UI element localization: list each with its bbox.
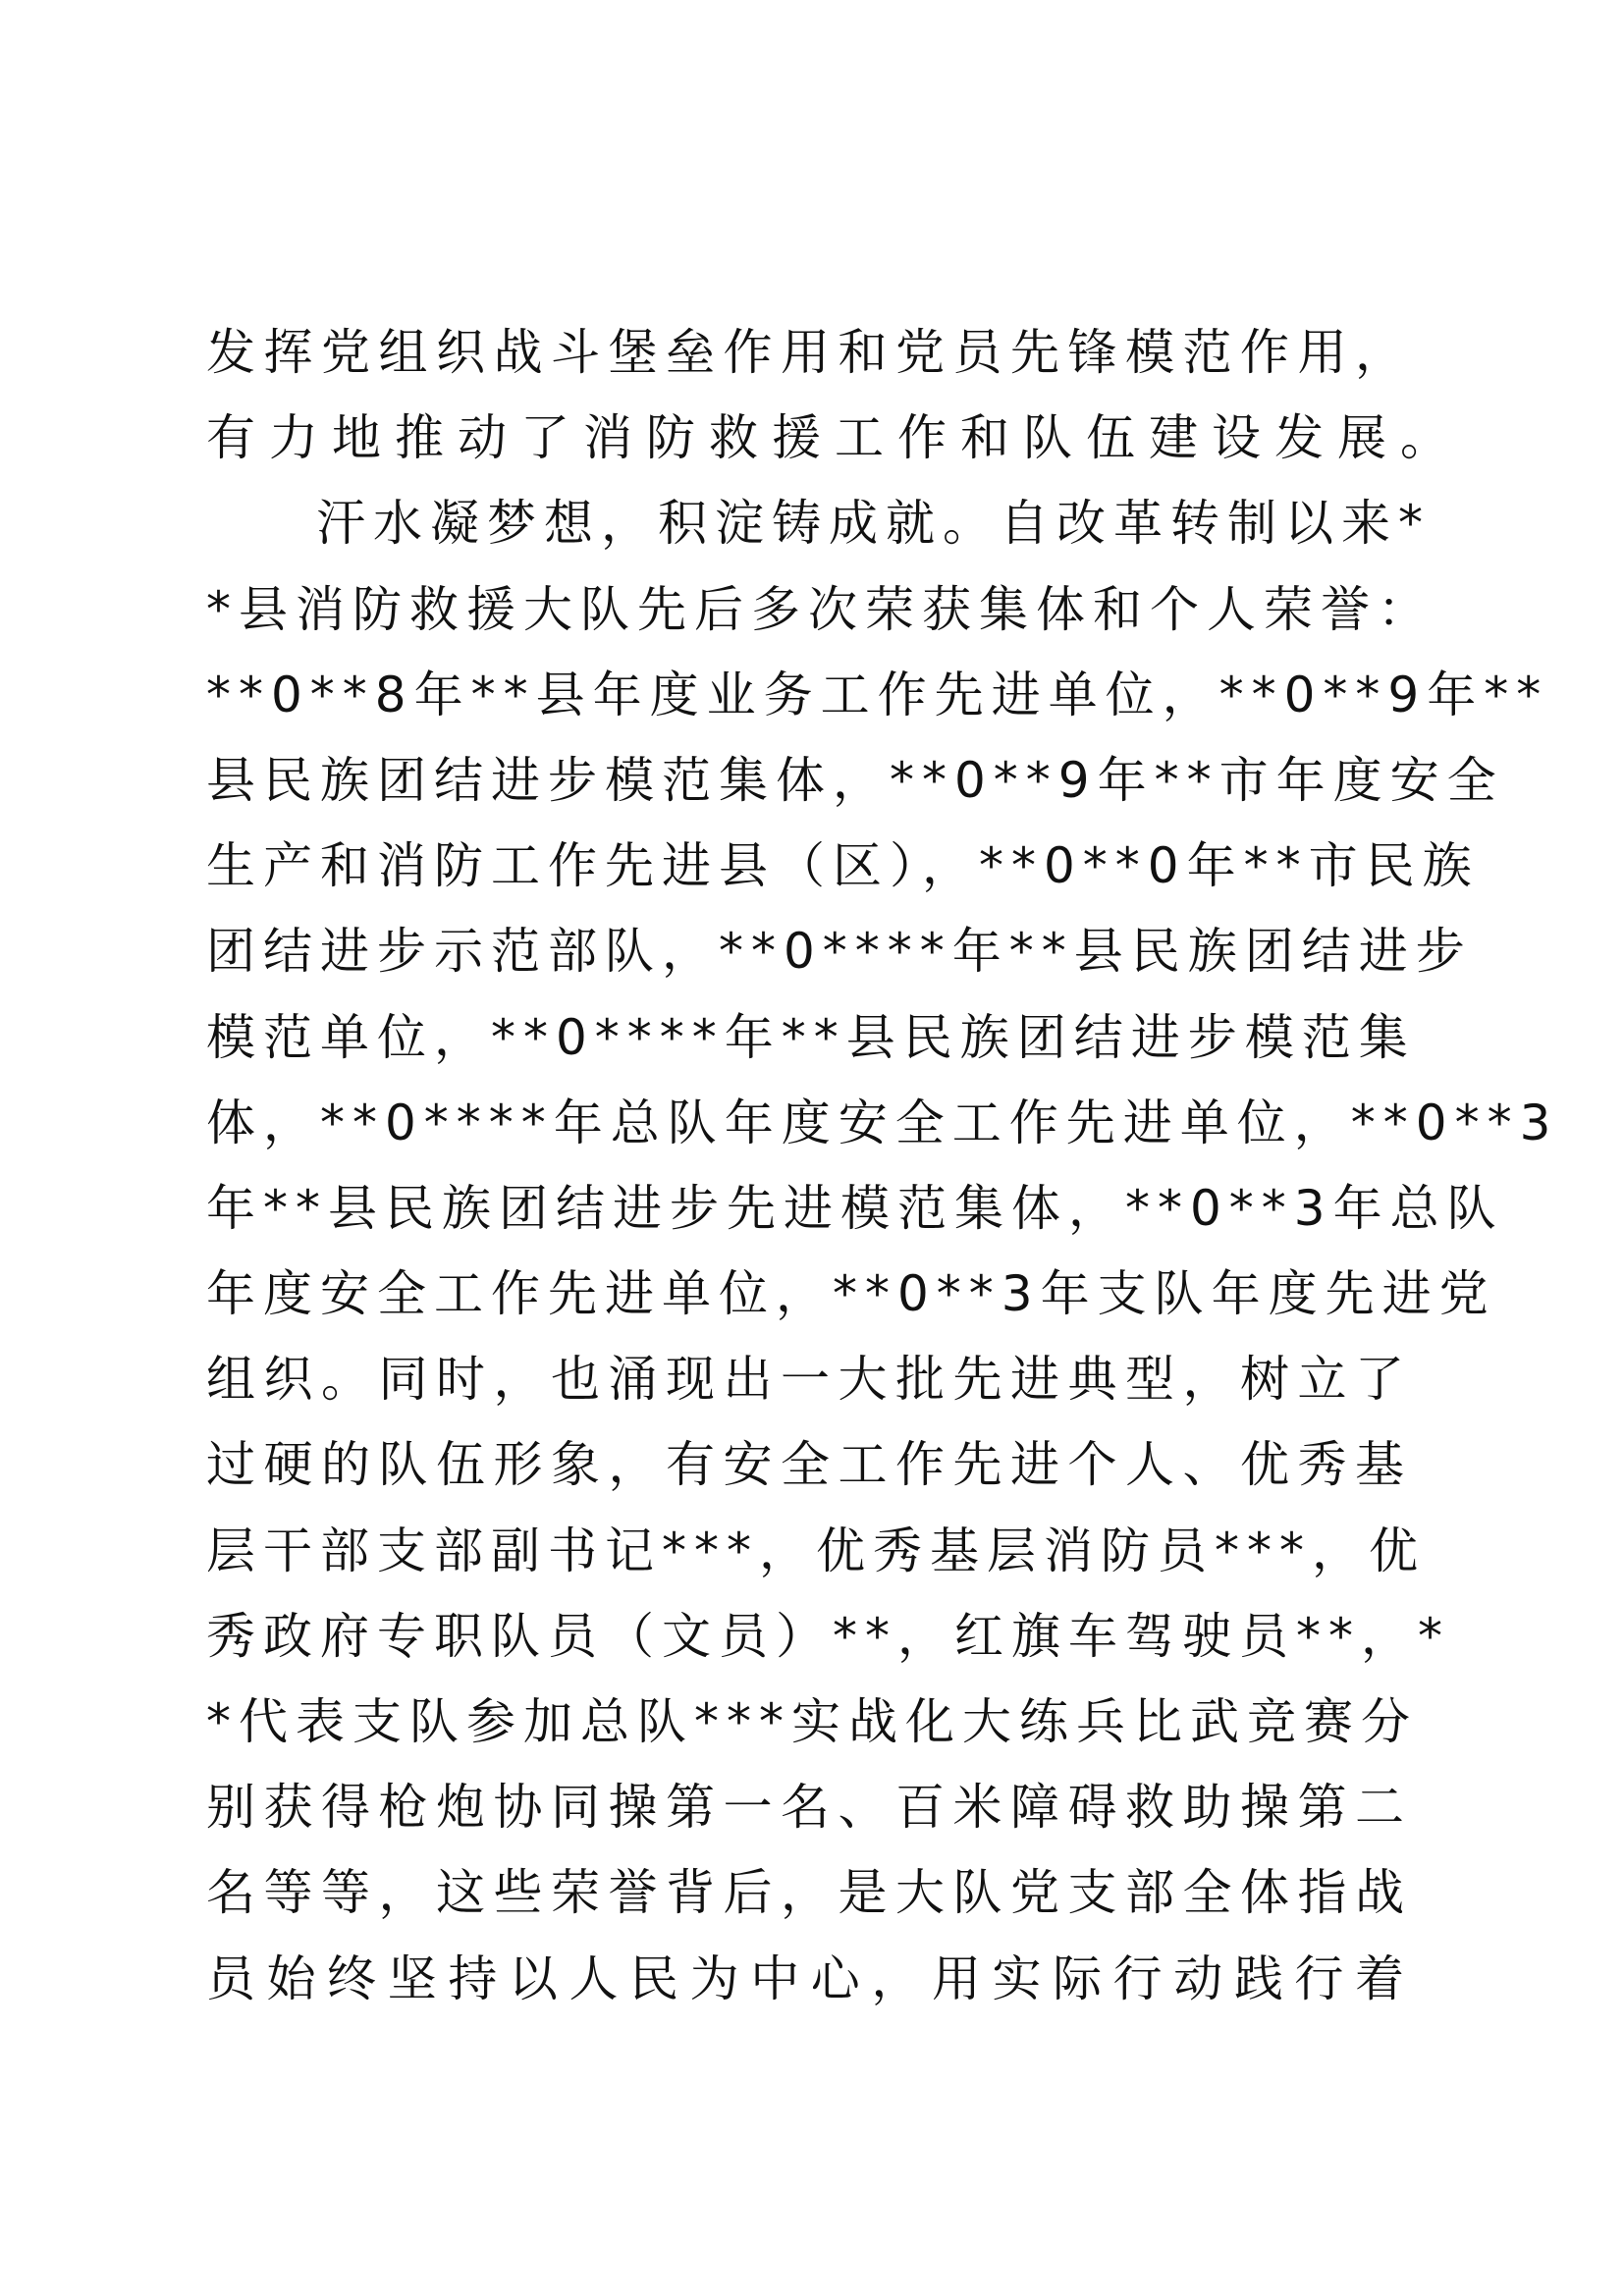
text-line: 名等等，这些荣誉背后，是大队党支部全体指战 — [206, 1864, 1412, 1922]
text-line: 别获得枪炮协同操第一名、百米障碍救助操第二 — [206, 1779, 1412, 1837]
text-line: *县消防救援大队先后多次荣获集体和个人荣誉： — [206, 580, 1435, 638]
text-line: 团结进步示范部队，**0****年**县民族团结进步 — [206, 923, 1473, 981]
document-body — [206, 310, 1559, 2022]
text-line: **0**8年**县年度业务工作先进单位，**0**9年** — [206, 666, 1549, 723]
text-line: 生产和消防工作先进县（区），**0**0年**市民族 — [206, 837, 1480, 895]
text-line: 体，**0****年总队年度安全工作先进单位，**0**3 — [206, 1094, 1559, 1151]
text-line: 有力地推动了消防救援工作和队伍建设发展。 — [206, 409, 1463, 467]
text-line: 县民族团结进步模范集体，**0**9年**市年度安全 — [206, 751, 1504, 809]
text-line: 模范单位，**0****年**县民族团结进步模范集 — [206, 1008, 1416, 1066]
paragraph-start-line: 汗水凝梦想，积淀铸成就。自改革转制以来* — [316, 495, 1431, 553]
text-line: 过硬的队伍形象，有安全工作先进个人、优秀基 — [206, 1436, 1412, 1494]
text-line: *代表支队参加总队***实战化大练兵比武竞赛分 — [206, 1693, 1418, 1750]
text-line: 组织。同时，也涌现出一大批先进典型，树立了 — [206, 1351, 1412, 1409]
text-line: 员始终坚持以人民为中心，用实际行动践行着 — [206, 1949, 1412, 2007]
text-line: 发挥党组织战斗堡垒作用和党员先锋模范作用， — [206, 324, 1412, 381]
text-line: 年度安全工作先进单位，**0**3年支队年度先进党 — [206, 1265, 1496, 1323]
text-line: 层干部支部副书记***，优秀基层消防员***，优 — [206, 1522, 1426, 1579]
text-line: 年**县民族团结进步先进模范集体，**0**3年总队 — [206, 1179, 1504, 1237]
text-line: 秀政府专职队员（文员）**，红旗车驾驶员**，* — [206, 1607, 1450, 1665]
